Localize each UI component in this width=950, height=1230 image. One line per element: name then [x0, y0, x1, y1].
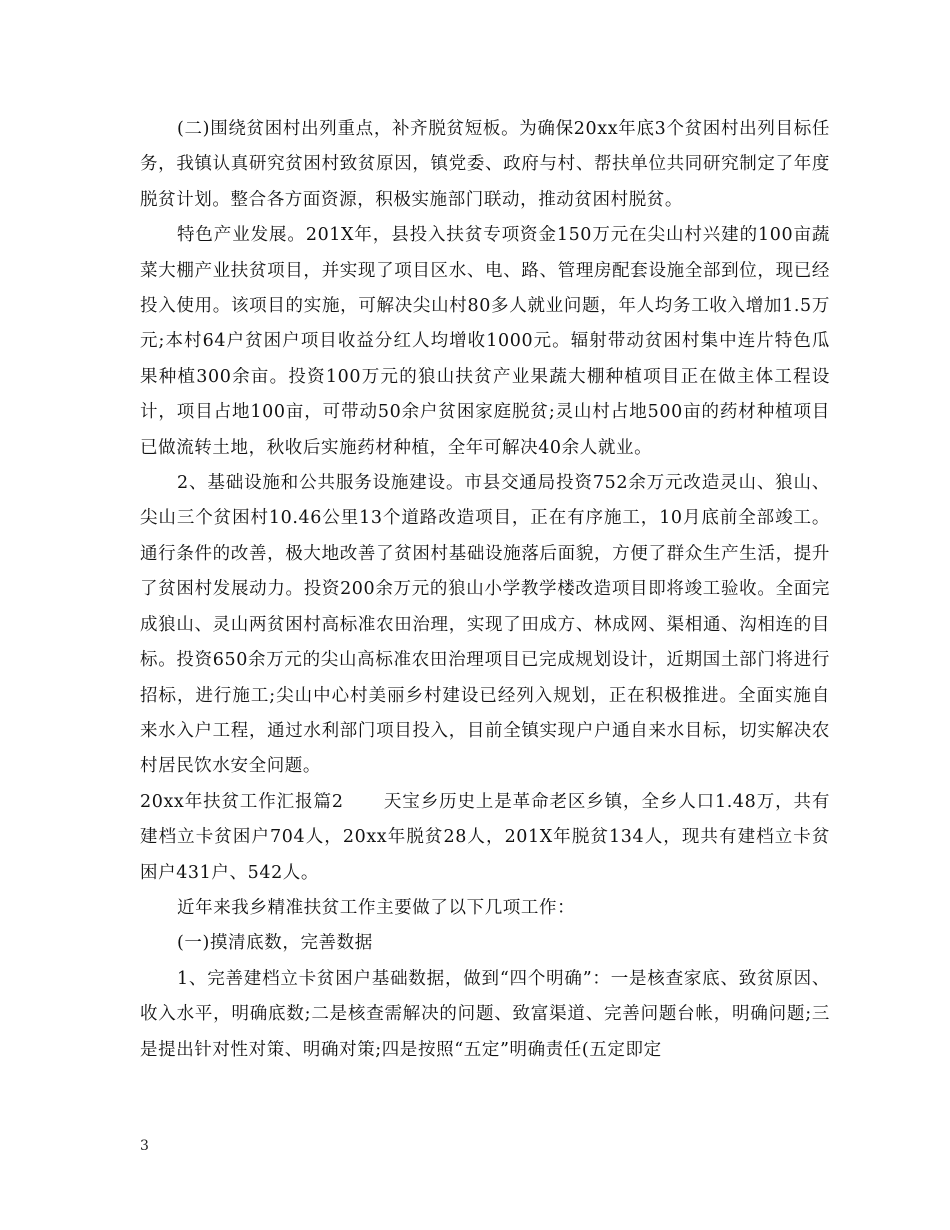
document-body [140, 112, 830, 1068]
paragraph-archive-data: 1、完善建档立卡贫困户基础数据，做到“四个明确”：一是核查家底、致贫原因、收入水平，明确底数;二是核查需解决的问题、致富渠道、完善问题台帐，明确问题;三是提出针对性对策、明确对策;四是按照“五定”明确责任(五定即定 [140, 968, 830, 1060]
paragraph-infrastructure: 2、基础设施和公共服务设施建设。市县交通局投资752余万元改造灵山、狼山、尖山三个贫困村10.46公里13个道路改造项目，正在有序施工，10月底前全部竣工。通行条件的改善，极大地改善了贫困村基础设施落后面貌，方便了群众生产生活，提升了贫困村发展动力。投资200余万元的狼山小学教学楼改造项目即将竣工验收。全面完成狼山、灵山两贫困村高标准农田治理，实现了田成方、林成网、渠相通、沟相连的目标。投资650余万元的尖山高标准农田治理项目已完成规划设计，近期国土部门将进行招标，进行施工;尖山中心村美丽乡村建设已经列入规划，正在积极推进。全面实施自来水入户工程，通过水利部门项目投入，目前全镇实现户户通自来水目标，切实解决农村居民饮水安全问题。 [140, 473, 830, 777]
paragraph-industry-development: 特色产业发展。201X年，县投入扶贫专项资金150万元在尖山村兴建的100亩蔬菜大棚产业扶贫项目，并实现了项目区水、电、路、管理房配套设施全部到位，现已经投入使用。该项目的实施，可解决尖山村80多人就业问题，年人均务工收入增加1.5万元;本村64户贫困户项目收益分红人均增收1000元。辐射带动贫困村集中连片特色瓜果种植300余亩。投资100万元的狼山扶贫产业果蔬大棚种植项目正在做主体工程设计，项目占地100亩，可带动50余户贫困家庭脱贫;灵山村占地500亩的药材种植项目已做流转土地，秋收后实施药材种植，全年可解决40余人就业。 [140, 225, 830, 458]
section-intro-text: 天宝乡历史上是革命老区乡镇，全乡人口1.48万，共有建档立卡贫困户704人，20xx年脱贫28人，201X年脱贫134人，现共有建档立卡贫困户431户、542人。 [140, 791, 830, 883]
page-number: 3 [140, 1138, 149, 1154]
section-report-paragraph [140, 785, 830, 891]
paragraph-poverty-village-focus: (二)围绕贫困村出列重点，补齐脱贫短板。为确保20xx年底3个贫困村出列目标任务，我镇认真研究贫困村致贫原因，镇党委、政府与村、帮扶单位共同研究制定了年度脱贫计划。整合各方面资源，积极实施部门联动，推动贫困村脱贫。 [140, 119, 830, 210]
section-heading: 20xx年扶贫工作汇报篇2 [140, 791, 344, 812]
paragraph-work-summary: 近年来我乡精准扶贫工作主要做了以下几项工作： [177, 897, 576, 918]
subheading-baseline-data: (一)摸清底数，完善数据 [177, 933, 373, 954]
